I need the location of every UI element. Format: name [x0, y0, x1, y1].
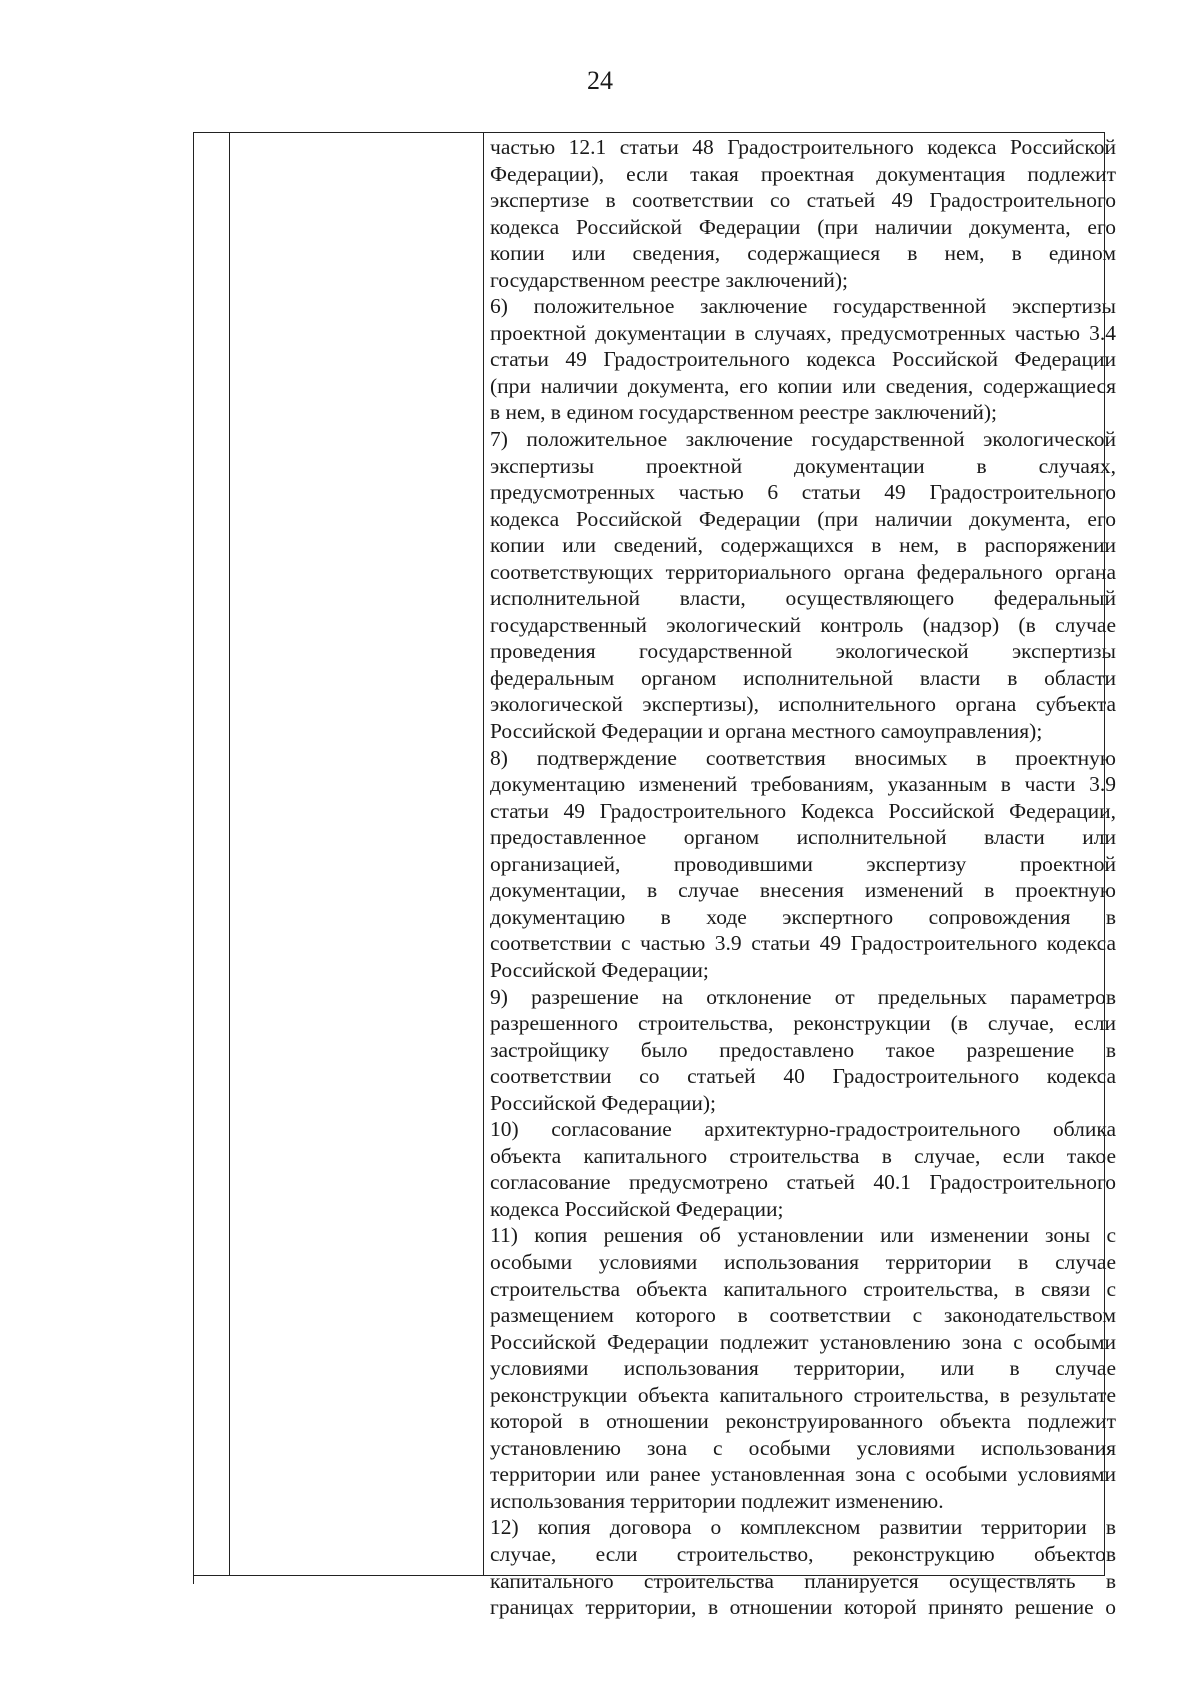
- column-divider-number: [229, 132, 230, 1576]
- text-line: особыми условиями использования территории в случае: [490, 1249, 1116, 1274]
- text-line: копии или сведения, содержащиеся в нем, в едином: [490, 241, 1116, 266]
- text-line: соответствующих территориального органа федерального органа: [490, 559, 1116, 584]
- text-line: капитального строительства планируется осуществлять в: [490, 1568, 1116, 1593]
- page-number: 24: [587, 66, 613, 95]
- text-line: государственный экологический контроль (надзор) (в случае: [490, 612, 1116, 637]
- text-line: границах территории, в отношении которой принято решение о: [490, 1595, 1116, 1620]
- text-line: случае, если строительство, реконструкцию объектов: [490, 1541, 1116, 1566]
- text-line: частью 12.1 статьи 48 Градостроительного кодекса Российской: [490, 135, 1116, 159]
- text-line: 12) копия договора о комплексном развитии территории в: [490, 1515, 1116, 1540]
- text-line: реконструкции объекта капитального строительства, в результате: [490, 1382, 1116, 1407]
- text-line: условиями использования территории, или в случае: [490, 1356, 1116, 1381]
- text-line: экологической экспертизы), исполнительного органа субъекта: [490, 692, 1116, 717]
- column-divider-content: [483, 132, 484, 1576]
- text-line: государственном реестре заключений);: [490, 267, 848, 292]
- text-line: 7) положительное заключение государственной экологической: [490, 427, 1116, 452]
- text-line: объекта капитального строительства в случае, если такое: [490, 1143, 1116, 1168]
- text-line: 10) согласование архитектурно-градостроительного облика: [490, 1117, 1116, 1142]
- text-line: строительства объекта капитального строительства, в связи с: [490, 1276, 1116, 1301]
- text-line: предоставленное органом исполнительной власти или: [490, 825, 1116, 850]
- text-line: экспертизы проектной документации в случаях,: [490, 453, 1116, 478]
- text-line: документации, в случае внесения изменений в проектную: [490, 878, 1116, 903]
- text-line: кодекса Российской Федерации (при наличии документа, его: [490, 506, 1116, 531]
- text-line: проведения государственной экологической экспертизы: [490, 639, 1116, 664]
- text-line: федеральным органом исполнительной власти в области: [490, 665, 1116, 690]
- text-line: статьи 49 Градостроительного кодекса Российской Федерации: [490, 347, 1116, 372]
- text-line: копии или сведений, содержащихся в нем, в распоряжении: [490, 533, 1116, 558]
- text-line: установлению зона с особыми условиями использования: [490, 1435, 1116, 1460]
- text-line: 11) копия решения об установлении или изменении зоны с: [490, 1223, 1116, 1248]
- text-line: Российской Федерации);: [490, 1090, 717, 1115]
- text-line: документацию изменений требованиям, указанным в части 3.9: [490, 772, 1116, 797]
- text-line: Федерации), если такая проектная документация подлежит: [490, 161, 1116, 186]
- text-line: размещением которого в соответствии с законодательством: [490, 1303, 1116, 1328]
- text-line: кодекса Российской Федерации (при наличии документа, его: [490, 214, 1116, 239]
- text-line: Российской Федерации подлежит установлению зона с особыми: [490, 1329, 1116, 1354]
- text-line: 8) подтверждение соответствия вносимых в проектную: [490, 745, 1116, 770]
- text-line: Российской Федерации и органа местного самоуправления);: [490, 719, 1043, 744]
- text-line: организацией, проводившими экспертизу проектной: [490, 851, 1116, 876]
- text-line: территории или ранее установленная зона с особыми условиями: [490, 1462, 1116, 1487]
- text-line: (при наличии документа, его копии или сведения, содержащиеся: [490, 373, 1116, 398]
- text-line: проектной документации в случаях, предусмотренных частью 3.4: [490, 320, 1116, 345]
- text-line: статьи 49 Градостроительного Кодекса Российской Федерации,: [490, 798, 1116, 823]
- text-line: документацию в ходе экспертного сопровождения в: [490, 904, 1116, 929]
- text-line: использования территории подлежит изменению.: [490, 1488, 944, 1513]
- text-line: которой в отношении реконструированного объекта подлежит: [490, 1409, 1116, 1434]
- text-line: кодекса Российской Федерации;: [490, 1196, 784, 1221]
- text-line: 6) положительное заключение государственной экспертизы: [490, 294, 1116, 319]
- text-line: разрешенного строительства, реконструкции (в случае, если: [490, 1011, 1116, 1036]
- text-line: в нем, в едином государственном реестре заключений);: [490, 400, 997, 425]
- table-left-border: [193, 132, 194, 1584]
- text-line: экспертизе в соответствии со статьей 49 Градостроительного: [490, 188, 1116, 213]
- document-list-cell: [490, 134, 1116, 1620]
- text-line: исполнительной власти, осуществляющего федеральный: [490, 586, 1116, 611]
- text-line: соответствии со статьей 40 Градостроительного кодекса: [490, 1064, 1116, 1089]
- text-line: согласование предусмотрено статьей 40.1 Градостроительного: [490, 1170, 1116, 1195]
- text-line: предусмотренных частью 6 статьи 49 Градостроительного: [490, 480, 1116, 505]
- text-line: соответствии с частью 3.9 статьи 49 Градостроительного кодекса: [490, 931, 1116, 956]
- text-line: Российской Федерации;: [490, 957, 709, 982]
- text-line: застройщику было предоставлено такое разрешение в: [490, 1037, 1116, 1062]
- text-line: 9) разрешение на отклонение от предельных параметров: [490, 984, 1116, 1009]
